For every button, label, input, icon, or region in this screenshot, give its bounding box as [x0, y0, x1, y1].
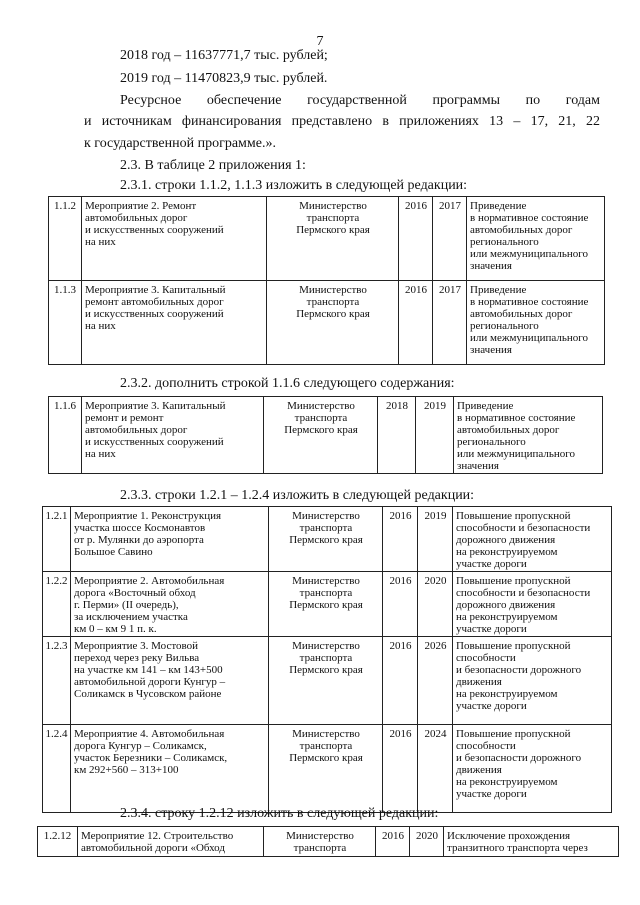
start-year: 2016: [383, 507, 418, 572]
end-year: 2017: [433, 281, 467, 365]
text-resource-line-1: Ресурсное обеспечение государственной программы по годам: [120, 93, 600, 108]
section-2-3-3: 2.3.3. строки 1.2.1 – 1.2.4 изложить в следующей редакции:: [120, 488, 475, 503]
start-year: 2016: [383, 725, 418, 813]
activity-name: Мероприятие 12. Строительство автомобильной дороги «Обход: [81, 830, 234, 854]
expected-result: Повышение пропускной способности и безопасности дорожного движения на реконструируемом участке дороги: [456, 640, 582, 712]
executor: Министерство транспорта Пермского края: [284, 400, 358, 436]
row-number: 1.1.3: [49, 281, 82, 365]
start-year: 2016: [376, 827, 410, 857]
table-row-1-1-6: [48, 396, 603, 474]
end-year: 2017: [433, 197, 467, 281]
start-year: 2016: [399, 197, 433, 281]
activity-name: Мероприятие 4. Автомобильная дорога Кунгур – Соликамск, участок Березники – Соликамск, км 292+560 – 313+100: [74, 728, 228, 776]
start-year: 2016: [383, 637, 418, 725]
activity-name: Мероприятие 2. Автомобильная дорога «Восточный обход г. Перми» (II очередь), за исключением участка км 0 – км 9 1 п. к.: [74, 575, 225, 635]
activity-name: Мероприятие 3. Капитальный ремонт автомобильных дорог и искусственных сооружений на них: [85, 284, 226, 332]
expected-result: Приведение в нормативное состояние автомобильных дорог регионального или межмуниципального значения: [470, 284, 589, 356]
table-row: [43, 637, 612, 725]
row-number: 1.2.2: [43, 572, 71, 637]
end-year: 2020: [418, 572, 453, 637]
end-year: 2020: [410, 827, 444, 857]
section-2-3: 2.3. В таблице 2 приложения 1:: [120, 158, 306, 173]
executor: Министерство транспорта Пермского края: [296, 200, 370, 236]
section-2-3-4: 2.3.4. строку 1.2.12 изложить в следующей редакции:: [120, 806, 439, 821]
table-row: [38, 827, 619, 857]
executor: Министерство транспорта: [286, 830, 354, 854]
end-year: 2019: [416, 397, 454, 474]
end-year: 2024: [418, 725, 453, 813]
table-row-1-2-12: [37, 826, 619, 857]
text-resource-line-3: к государственной программе.».: [84, 136, 276, 151]
table-row: [43, 572, 612, 637]
row-number: 1.2.3: [43, 637, 71, 725]
row-number: 1.2.12: [38, 827, 78, 857]
text-resource-line-2: и источникам финансирования представлено в приложениях 13 – 17, 21, 22: [84, 114, 600, 129]
start-year: 2016: [399, 281, 433, 365]
end-year: 2019: [418, 507, 453, 572]
activity-name: Мероприятие 1. Реконструкция участка шоссе Космонавтов от р. Мулянки до аэропорта Большое Савино: [74, 510, 222, 558]
executor: Министерство транспорта Пермского края: [289, 510, 363, 546]
table-row: [49, 197, 605, 281]
text-line-2018: 2018 год – 11637771,7 тыс. рублей;: [120, 48, 328, 63]
end-year: 2026: [418, 637, 453, 725]
table-row: [43, 725, 612, 813]
start-year: 2018: [378, 397, 416, 474]
row-number: 1.2.4: [43, 725, 71, 813]
executor: Министерство транспорта Пермского края: [296, 284, 370, 320]
expected-result: Повышение пропускной способности и безопасности дорожного движения на реконструируемом участке дороги: [456, 728, 582, 800]
table-row: [49, 281, 605, 365]
expected-result: Повышение пропускной способности и безопасности дорожного движения на реконструируемом участке дороги: [456, 510, 591, 570]
expected-result: Исключение прохождения транзитного транспорта через: [447, 830, 588, 854]
page-number: 7: [316, 34, 324, 49]
table-row: [43, 507, 612, 572]
activity-name: Мероприятие 3. Мостовой переход через реку Вильва на участке км 141 – км 143+500 автомобильной дороги Кунгур – Соликамск в Чусовском районе: [74, 640, 226, 700]
section-2-3-2: 2.3.2. дополнить строкой 1.1.6 следующего содержания:: [120, 376, 455, 391]
text-line-2019: 2019 год – 11470823,9 тыс. рублей.: [120, 71, 328, 86]
executor: Министерство транспорта Пермского края: [289, 640, 363, 676]
expected-result: Приведение в нормативное состояние автомобильных дорог регионального или межмуниципального значения: [457, 400, 576, 472]
expected-result: Повышение пропускной способности и безопасности дорожного движения на реконструируемом участке дороги: [456, 575, 591, 635]
row-number: 1.2.1: [43, 507, 71, 572]
table-rows-1-2-1-to-1-2-4: [42, 506, 612, 813]
expected-result: Приведение в нормативное состояние автомобильных дорог регионального или межмуниципального значения: [470, 200, 589, 272]
executor: Министерство транспорта Пермского края: [289, 728, 363, 764]
start-year: 2016: [383, 572, 418, 637]
executor: Министерство транспорта Пермского края: [289, 575, 363, 611]
row-number: 1.1.6: [49, 397, 82, 474]
activity-name: Мероприятие 3. Капитальный ремонт и ремонт автомобильных дорог и искусственных сооружений на них: [85, 400, 226, 460]
row-number: 1.1.2: [49, 197, 82, 281]
table-row: [49, 397, 603, 474]
table-rows-1-1-2-to-1-1-3: [48, 196, 605, 365]
activity-name: Мероприятие 2. Ремонт автомобильных дорог и искусственных сооружений на них: [85, 200, 224, 248]
section-2-3-1: 2.3.1. строки 1.1.2, 1.1.3 изложить в следующей редакции:: [120, 178, 468, 193]
